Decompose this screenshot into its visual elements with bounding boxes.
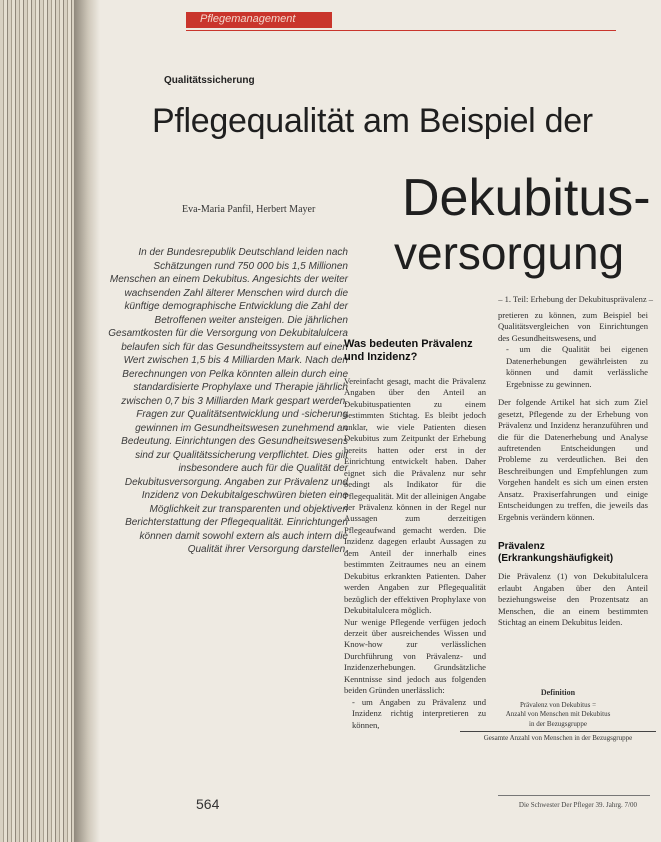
numerator-line: Prävalenz von Dekubitus =	[519, 700, 597, 709]
article-title-line1: Pflegequalität am Beispiel der	[152, 102, 593, 140]
article-subtitle: – 1. Teil: Erhebung der Dekubitusprävalenz –	[498, 294, 653, 304]
definition-box	[454, 688, 661, 744]
page-number: 564	[196, 796, 220, 812]
section-heading-praevalenz: Prävalenz (Erkrankungshäufigkeit)	[498, 541, 614, 565]
body-paragraph: Vereinfacht gesagt, macht die Prävalenz Angaben über den Anteil an Dekubituspatienten zu einem bestimmten Stichtag. Es bleibt jedoch unklar, wie viele Patienten diesen Dekubitus zum Zeitpunkt der Erhebung bereits hatten oder erst in der Einrichtung entwickelt haben. Daher eignet sich die Prävalenz nur sehr bedingt als Indikator für die Pflegequalität. Mit der alleinigen Angabe der Prävalenz können in der Regel nur Aussagen zum derzeitigen Pflegeaufwand gemacht werden. Die Inzidenz dagegen erlaubt Aussagen zu dem Anteil der innerhalb eines bestimmten Zeitraumes neu an einem Dekubitus erkrankten Patienten. Daher werden Angaben zur Pflegequalität bezüglich der effektiven Prophylaxe von Dekubitalulcera möglich.	[344, 376, 486, 616]
definition-denominator: Gesamte Anzahl von Menschen in der Bezugsgruppe	[483, 734, 633, 742]
article-title-line2: Dekubitus-	[402, 169, 651, 227]
bullet-item: - um Angaben zu Prävalenz und Inzidenz richtig interpretieren zu können,	[352, 697, 486, 731]
section-heading-praevalenz-inzidenz: Was bedeuten Prävalenz und Inzidenz?	[344, 338, 473, 363]
bullet-item: - um die Qualität bei eigenen Datenerhebungen gewährleisten zu können und damit verlässliche Ergebnisse zu gewinnen.	[506, 344, 648, 390]
definition-title: Definition	[540, 688, 576, 697]
text-column-right	[498, 310, 648, 635]
book-page-edges	[0, 0, 76, 842]
article-authors: Eva-Maria Panfil, Herbert Mayer	[182, 204, 316, 215]
journal-footer: Die Schwester Der Pfleger 39. Jahrg. 7/00	[518, 801, 637, 809]
section-header-label: Pflegemanagement	[200, 13, 296, 25]
article-intro-text: In der Bundesrepublik Deutschland leiden nach Schätzungen rund 750 000 bis 1,5 Millionen Menschen an einem Dekubitus. Angesichts der weiter wachsenden Zahl älterer Menschen wird durch die künftige demographische Entwicklung die Zahl der Betroffenen weiter ansteigen. Die jährlichen Gesamtkosten für die Versorgung von Dekubitalulcera belaufen sich für das Gesundheitssystem auf einen Wert zwischen 1,5 bis 4 Milliarden Mark. Nach den Berechnungen von Pelka könnten allein durch eine standardisierte Prophylaxe und Therapie jährlich zwischen 0,7 bis 3 Milliarden Mark gespart werden. Fragen zur Qualitätsentwicklung und -sicherung gewinnen im Gesundheitswesen zunehmend an Bedeutung. Einrichtungen des Gesundheitswesens sind zur Qualitätssicherung verpflichtet. Dies gilt insbesondere auch für die Qualität der Dekubitusversorgung. Angaben zur Prävalenz und Inzidenz von Dekubitalgeschwüren bieten eine Möglichkeit zur transparenten und objektiven Berichterstattung der Pflegequalität. Einrichtungen können damit sowohl extern als auch intern die Qualität ihrer Versorgung darstellen.	[108, 247, 348, 555]
body-paragraph: Die Prävalenz (1) von Dekubitalulcera erlaubt Angaben über den Anteil beziehungsweise den Prozentsatz an Menschen, die an einem bestimmten Stichtag an einem Dekubitus leiden.	[498, 571, 648, 627]
magazine-page	[74, 0, 661, 842]
body-paragraph: Nur wenige Pflegende verfügen jedoch derzeit über ausreichendes Wissen und Know-how zur verlässlichen Durchführung von Prävalenz- und Inzidenzerhebungen. Grundsätzliche Kenntnisse sind jedoch aus folgenden beiden Gründen unerlässlich:	[344, 616, 486, 696]
bullet-list	[498, 344, 648, 390]
footer-rule	[498, 795, 650, 796]
page-gutter-shadow	[74, 0, 100, 842]
numerator-line: Anzahl von Menschen mit Dekubitus	[505, 710, 611, 718]
body-paragraph: Der folgende Artikel hat sich zum Ziel gesetzt, Pflegende zu der Erhebung von Prävalenz und Inzidenz heranzuführen und die für die Datenerhebung und Analyse auftretenden Entscheidungen und Probleme zu verdeutlichen. Bei den Beschreibungen und Empfehlungen zum Vorgehen handelt es sich um einen ersten Ansatz. Praxiserfahrungen und einige Entscheidungen zu treffen, die jeweils das Ergebnis verändern können.	[498, 397, 648, 522]
article-kicker: Qualitätssicherung	[164, 75, 255, 86]
definition-numerator	[460, 701, 656, 733]
section-header-rule	[186, 30, 616, 31]
numerator-line: in der Bezugsgruppe	[529, 719, 587, 728]
text-column-left	[344, 338, 486, 731]
article-title-line3: versorgung	[394, 227, 625, 279]
body-paragraph-continued: pretieren zu können, zum Beispiel bei Qualitätsvergleichen von Einrichtungen des Gesundheitswesens, und	[498, 310, 648, 343]
